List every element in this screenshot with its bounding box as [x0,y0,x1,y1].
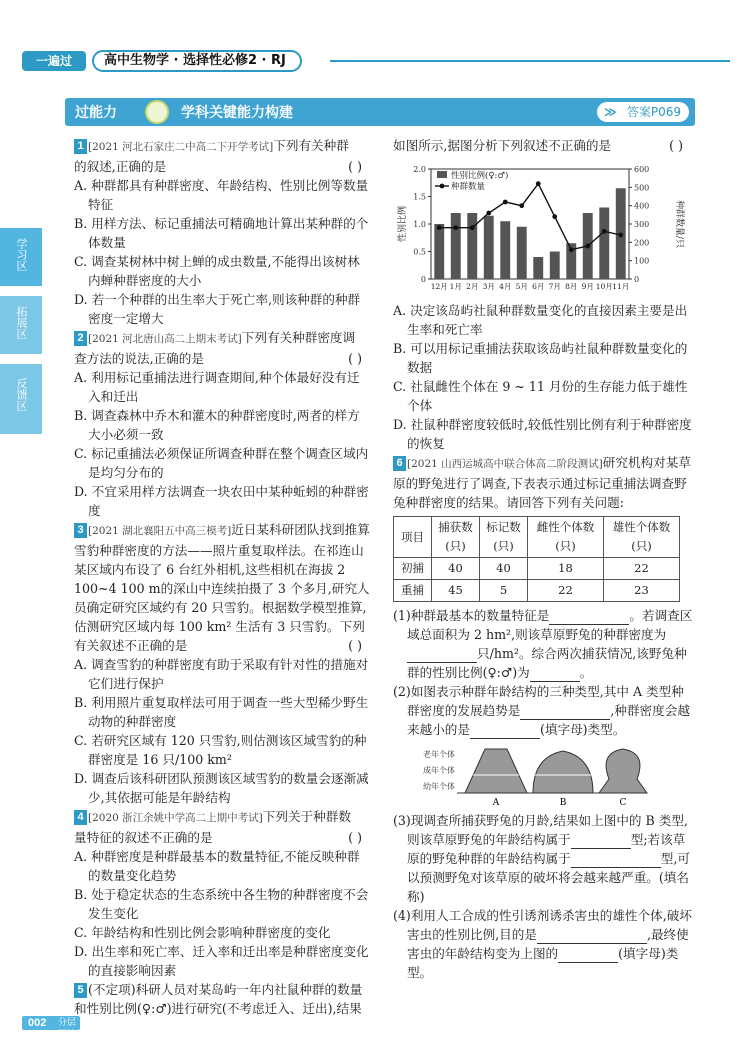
table-cell: 22 [604,558,680,580]
table-cell: 45 [432,580,480,602]
table-header: 捕获数(只) [432,517,480,558]
type-label: A [492,798,500,807]
table-header: 雌性个体数(只) [528,517,604,558]
answer-paren: ( ) [348,830,362,845]
age-structure-diagram [415,743,675,807]
question-number: 4 [74,810,87,825]
x-tick-label: 10月 [595,282,613,291]
y2-tick-label: 100 [634,256,650,266]
table-cell: 5 [480,580,528,602]
x-tick-label: 1月 [449,282,462,291]
option-a: A. 调查雪豹的种群密度有助于采取有针对性的措施对它们进行保护 [74,657,369,691]
bar [533,257,543,279]
legend-line-point [440,184,445,189]
option-b: B. 用样方法、标记重捕法可精确地计算出某种群的个体数量 [74,216,369,250]
option-c: C. 调查某树林中树上蝉的成虫数量,不能得出该树林内蝉种群密度的大小 [74,254,360,288]
table-header-row [394,517,680,558]
option-a: A. 种群都具有种群密度、年龄结构、性别比例等数量特征 [74,178,369,212]
line-point [585,244,590,249]
stem-text: 下列有关种群 [273,138,349,153]
y-axis-label: 性别比例 [398,205,408,243]
population-line [439,184,621,250]
bar [451,213,461,279]
bar [517,227,527,279]
question-1-stem-cont [74,157,372,176]
x-tick-label: 3月 [482,282,495,291]
sidebar-tab-expand[interactable] [0,296,42,354]
section-title: 学科关键能力构建 [181,105,293,121]
left-column [74,136,372,1018]
table-cell: 18 [528,558,604,580]
y2-tick-label: 400 [634,201,650,211]
bar [500,221,510,279]
sub-question-3 [393,811,693,906]
sub-text: 。 [579,665,593,680]
question-6-stem [393,453,693,512]
section-banner [65,98,695,126]
answer-blank[interactable] [407,649,477,663]
option-d: D. 若一个种群的出生率大于死亡率,则该种群的种群密度一定增大 [74,292,361,326]
line-point [453,225,458,230]
line-point [437,225,442,230]
question-source: [2021 河北唐山高二上期末考试] [88,333,242,345]
right-column [393,136,693,982]
page-header [0,44,750,77]
question-source: [2021 山西运城高中联合体高二阶段测试] [407,458,603,470]
y2-tick-label: 600 [634,165,650,174]
question-source: [2020 浙江余姚中学高二上期中考试] [88,812,263,824]
question-4-stem [74,807,372,828]
type-c-shape [599,749,647,793]
type-a-shape [465,749,527,793]
option-d: D. 调查后该科研团队预测该区域雪豹的数量会逐渐减少,其依据可能是年龄结构 [74,771,369,805]
option-d: D. 不宜采用样方法调查一块农田中某种蚯蚓的种群密度 [74,484,369,518]
table-row [394,558,680,580]
answer-blank[interactable] [530,668,580,682]
x-tick-label: 6月 [532,282,545,291]
option-a: A. 决定该岛屿社鼠种群数量变化的直接因素主要是出生率和死亡率 [393,303,688,337]
option-d: D. 社鼠种群密度较低时,较低性别比例有利于种群密度的恢复 [393,417,692,451]
sub-text: (1)种群最基本的数量特征是 [393,608,550,623]
stem-text: 研究机构对某草原的野兔进行了调查,下表表示通过标记重捕法调查野兔种群密度的结果。请回答下列有关问题: [393,455,691,510]
sidebar-label: 拓展区 [15,306,28,339]
page-number: 002 [28,1017,47,1029]
sub-text: (3)现调查所捕获野兔的月龄,结果如上图中的 B 类型,则该草原野兔的年龄结构属于 [393,813,688,847]
x-tick-label: 12月 [430,282,448,291]
stem-text: 查方法的说法,正确的是 [74,351,204,366]
sub-question-2 [393,682,693,739]
sub-text: 。若调查区域总面积为 2 hm²,则该草原野兔的种群密度为 [407,608,693,642]
option-c: C. 标记重捕法必须保证所调查种群在整个调查区域内是均匀分布的 [74,446,369,480]
legend-label: 性别比例(♀:♂) [451,171,509,181]
sidebar-tab-feedback[interactable] [0,364,42,434]
answer-paren: ( ) [348,638,362,653]
sub-text: (填字母)类型。 [539,722,626,737]
sub-text: (4)利用人工合成的性引诱剂诱杀害虫的雄性个体,破坏害虫的性别比例,目的是 [393,908,692,942]
answer-blank[interactable] [549,611,629,625]
bar [484,216,494,279]
answer-paren: ( ) [348,351,362,366]
y2-tick-label: 200 [634,238,650,248]
sub-question-4 [393,906,693,982]
question-number: 2 [74,331,87,346]
table-header: 标记数(只) [480,517,528,558]
sub-text: (填字母)类型。 [407,946,679,980]
capture-table [393,516,680,602]
answer-blank[interactable] [470,725,540,739]
type-label: C [619,798,627,807]
answer-blank[interactable] [571,854,661,868]
y2-tick-label: 300 [634,220,650,229]
bar [467,213,477,279]
line-point [618,233,623,238]
question-2-stem-cont [74,349,372,368]
table-cell: 初捕 [394,558,432,580]
age-label: 成年个体 [423,766,455,775]
table-header: 项目 [394,517,432,558]
answer-ref-label: 答案P069 [626,105,681,119]
table-row [394,580,680,602]
table-cell: 40 [432,558,480,580]
question-source: [2021 湖北襄阳五中高三模考] [88,525,232,537]
question-number: 6 [393,456,406,471]
sub-text: ,种群密度会越来越小的是 [407,703,690,737]
sub-text: 只/hm²。综合两次捕获情况,该野兔种群的性别比例(♀:♂)为 [407,646,687,680]
line-point [503,200,508,205]
table-cell: 23 [604,580,680,602]
table-header: 雄性个体数(只) [604,517,680,558]
option-c: C. 若研究区域有 120 只雪豹,则估测该区域雪豹的种群密度是 16 只/100 km² [74,733,367,767]
type-label: B [559,798,567,807]
age-label: 老年个体 [423,750,455,759]
type-b-shape [533,751,593,793]
header-rule [330,60,730,62]
line-point [552,214,557,219]
x-tick-label: 2月 [466,282,479,291]
legend-label: 种群数量 [451,182,486,192]
legend-bar-swatch [437,171,447,178]
x-tick-label: 8月 [565,282,578,291]
line-point [602,229,607,234]
question-1-stem [74,136,372,157]
population-chart [393,159,693,299]
stem-text: 近日某科研团队找到推算雪豹种群密度的方法——照片重复取样法。在祁连山某区域内布设了 6 台红外相机,这些相机在海拔 2 100~4 100 m的深山中连续拍摄了 3 个多月,研究人员确定研究区域约有 20 只雪豹。根据数学模型推算,估测研究区域内每 100 km² 生活有 3 只雪豹。下列有关叙述不正确的是 [74,522,370,653]
stem-text: 下列关于种群数 [262,809,351,824]
answer-blank[interactable] [520,706,610,720]
option-a: A. 利用标记重捕法进行调查期间,种个体最好没有迁入和迁出 [74,370,360,404]
table-cell: 40 [480,558,528,580]
question-5-stem-cont [393,136,693,155]
stem-text: (不定项)科研人员对某岛屿一年内社鼠种群的数量和性别比例(♀:♂)进行研究(不考虑迁入、迁出),结果 [74,982,363,1016]
y-tick-label: 0 [420,275,426,284]
question-2-stem [74,328,372,349]
question-number: 3 [74,523,87,538]
line-point [486,211,491,216]
y-tick-label: 2.0 [413,165,426,174]
answer-paren: ( ) [669,138,683,153]
option-b: B. 可以用标记重捕法获取该岛屿社鼠种群数量变化的数据 [393,341,688,375]
option-a: A. 种群密度是种群最基本的数量特征,不能反映种群的数量变化趋势 [74,849,360,883]
option-c: C. 社鼠雌性个体在 9 ~ 11 月份的生存能力低于雄性个体 [393,379,688,413]
sidebar-label: 反馈区 [15,378,28,411]
option-d: D. 出生率和死亡率、迁入率和迁出率是种群密度变化的直接影响因素 [74,944,369,978]
question-5-stem [74,980,372,1018]
question-3-stem [74,520,372,655]
option-b: B. 处于稳定状态的生态系统中各生物的种群密度不会发生变化 [74,887,369,921]
y2-axis-label: 种群数量/只 [674,199,684,249]
question-4-stem-cont [74,828,372,847]
y2-tick-label: 500 [634,183,650,193]
question-number: 5 [74,983,87,998]
bar [599,208,609,280]
option-c: C. 年龄结构和性别比例会影响种群密度的变化 [74,925,331,940]
stem-text: 下列有关种群密度调 [241,330,356,345]
line-point [470,225,475,230]
stem-text: 的叙述,正确的是 [74,159,167,174]
line-point [519,203,524,208]
bar [434,224,444,279]
answer-paren: ( ) [348,159,362,174]
sub-text: ,最终使害虫的年龄结构变为上图的 [407,927,689,961]
option-b: B. 调查森林中乔木和灌木的种群密度时,两者的样方大小必须一致 [74,408,360,442]
answer-blank[interactable] [571,835,631,849]
sub-question-1 [393,606,693,682]
x-tick-label: 4月 [499,282,512,291]
table-cell: 22 [528,580,604,602]
sidebar-tab-study[interactable] [0,228,42,286]
x-tick-label: 11月 [612,282,630,291]
stem-text: 量特征的叙述不正确的是 [74,830,213,845]
y-tick-label: 0.5 [413,247,426,257]
double-chevron-icon: ≫ [604,105,617,119]
y-tick-label: 1.0 [413,220,426,229]
x-tick-label: 9月 [581,282,594,291]
x-tick-label: 5月 [515,282,528,291]
book-title: 高中生物学 · 选择性必修2 · RJ [92,50,302,72]
y-tick-label: 1.5 [413,192,426,202]
sub-text: 型;若该草原的野兔种群的年龄结构属于 [407,832,686,866]
table-cell: 重捕 [394,580,432,602]
sub-text: (2)如图表示种群年龄结构的三种类型,其中 A 类型种群密度的发展趋势是 [393,684,684,718]
stem-text: 如图所示,据图分析下列叙述不正确的是 [393,138,612,153]
question-source: [2021 河北石家庄二中高二下开学考试] [88,141,274,153]
answer-ref[interactable] [597,102,689,122]
bar [550,252,560,280]
age-label: 幼年个体 [423,782,455,791]
sidebar-label: 学习区 [15,238,28,271]
section-tag: 过能力 [75,105,117,121]
option-b: B. 利用照片重复取样法可用于调查一些大型稀少野生动物的种群密度 [74,695,369,729]
brand-logo: 一遍过 [22,51,86,71]
medal-icon [145,100,169,124]
answer-blank[interactable] [537,930,647,944]
line-point [569,247,574,252]
x-tick-label: 7月 [548,282,561,291]
sub-text: 型,可以预测野兔对该草原的破坏将会越来越严重。(填名称) [407,851,690,904]
question-number: 1 [74,139,87,154]
line-point [536,181,541,186]
footer-label: 分层训练 [58,1018,77,1040]
answer-blank[interactable] [558,949,618,963]
y2-tick-label: 0 [634,275,640,284]
page-footer [22,1016,80,1040]
